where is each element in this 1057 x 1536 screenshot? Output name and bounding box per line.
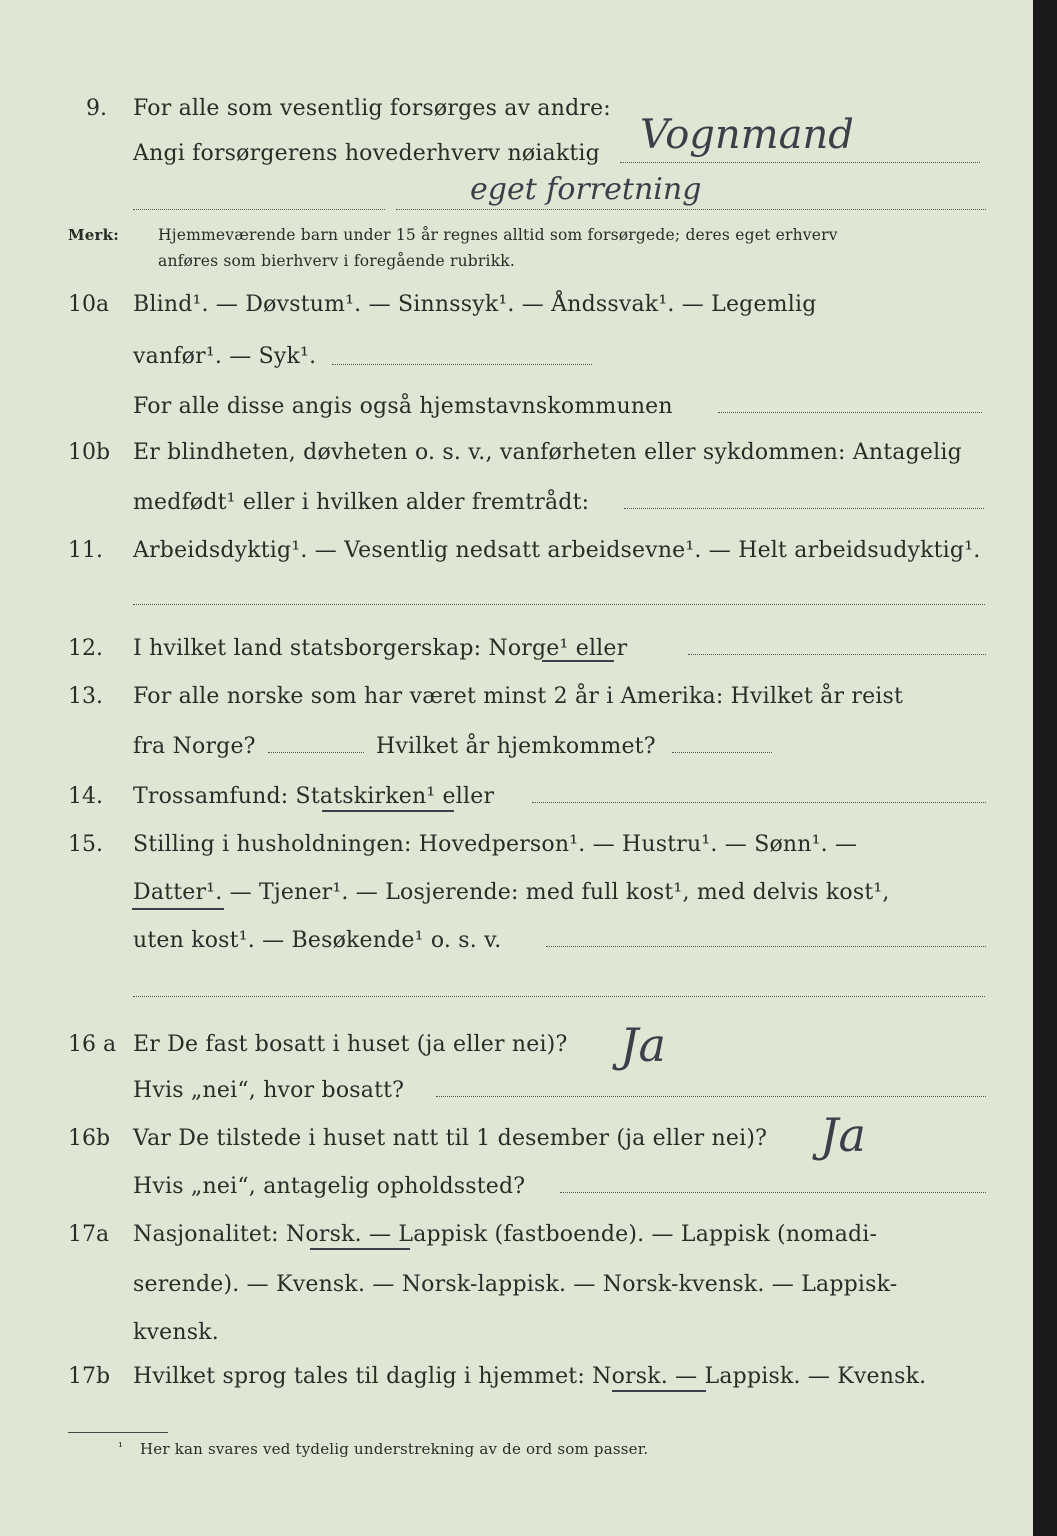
footnote-mark: ¹ [118,1440,124,1454]
q17a-number: 17a [68,1222,110,1247]
q14-number: 14. [68,784,103,809]
q13-number: 13. [68,684,103,709]
q16b-line2: Hvis „nei“, antagelig opholdssted? [133,1174,526,1199]
q13-hjemkommet-line [672,752,772,753]
q17b-line1: Hvilket sprog tales til daglig i hjemmet: Norsk. — Lappisk. — Kvensk. [133,1364,927,1389]
q17a-norsk-underline [310,1248,410,1250]
q17a-line1: Nasjonalitet: Norsk. — Lappisk (fastboende). — Lappisk (nomadi- [133,1222,878,1247]
q12-line1: I hvilket land statsborgerskap: Norge¹ eller [133,636,628,661]
q15-datter-underline [132,908,224,910]
q10a-line1: Blind¹. — Døvstum¹. — Sinnssyk¹. — Åndssvak¹. — Legemlig [133,292,817,317]
merk-line2: anføres som bierhverv i foregående rubrikk. [158,252,516,270]
q15-line1: Stilling i husholdningen: Hovedperson¹. — Hustru¹. — Sønn¹. — [133,832,858,857]
q13-reist-line [268,752,364,753]
merk-line1: Hjemmeværende barn under 15 år regnes alltid som forsørgede; deres eget erhverv [158,226,838,244]
merk-label: Merk: [68,226,119,244]
q15-number: 15. [68,832,103,857]
q16a-answer-line [436,1096,986,1097]
q10a-number: 10a [68,292,110,317]
q12-norge-underline [542,660,614,662]
q14-line1: Trossamfund: Statskirken¹ eller [133,784,495,809]
q14-answer-line [532,802,986,803]
q10b-line1: Er blindheten, døvheten o. s. v., vanførheten eller sykdommen: Antagelig [133,440,962,465]
q9-answer-line [620,162,980,163]
q17b-norsk-underline [612,1390,706,1392]
q11-number: 11. [68,538,103,563]
q15-line2: Datter¹. — Tjener¹. — Losjerende: med full kost¹, med delvis kost¹, [133,880,890,905]
q16a-number: 16 a [68,1032,117,1057]
q13-line2: fra Norge? [133,734,256,759]
q10a-line2: vanfør¹. — Syk¹. [133,344,317,369]
q15-line3: uten kost¹. — Besøkende¹ o. s. v. [133,928,502,953]
q17b-number: 17b [68,1364,111,1389]
q11-answer-line [133,604,985,605]
q9-number: 9. [86,96,107,121]
q13-line1: For alle norske som har været minst 2 år i Amerika: Hvilket år reist [133,684,904,709]
q9-line1: For alle som vesentlig forsørges av andre: [133,96,611,121]
q12-answer-line [688,654,986,655]
q16a-handwritten-answer: Ja [620,1018,666,1072]
q10a-line3: For alle disse angis også hjemstavnskommunen [133,394,673,419]
q16a-line2: Hvis „nei“, hvor bosatt? [133,1078,405,1103]
q16b-handwritten-answer: Ja [820,1108,866,1162]
q10a-syk-line [332,364,592,365]
q10a-kommune-line [718,412,982,413]
footnote-rule [68,1432,168,1433]
q9-handwritten-occupation: Vognmand [640,112,854,158]
q12-number: 12. [68,636,103,661]
q14-statskirken-underline [322,810,454,812]
q9-answer-line2a [133,209,385,210]
q9-line2: Angi forsørgerens hovederhverv nøiaktig [133,141,600,166]
q10b-line2: medfødt¹ eller i hvilken alder fremtrådt: [133,490,590,515]
q11-line1: Arbeidsdyktig¹. — Vesentlig nedsatt arbeidsevne¹. — Helt arbeidsudyktig¹. [133,538,981,563]
q17a-line2: serende). — Kvensk. — Norsk-lappisk. — Norsk-kvensk. — Lappisk- [133,1272,898,1297]
q15-answer-line2 [133,996,985,997]
q16b-number: 16b [68,1126,111,1151]
q16b-line1: Var De tilstede i huset natt til 1 desember (ja eller nei)? [133,1126,768,1151]
q10b-answer-line [624,508,984,509]
q16a-line1: Er De fast bosatt i huset (ja eller nei)? [133,1032,568,1057]
q13-line2b: Hvilket år hjemkommet? [376,734,656,759]
q10b-number: 10b [68,440,111,465]
q17a-line3: kvensk. [133,1320,219,1345]
q16b-answer-line [560,1192,986,1193]
footnote-text: Her kan svares ved tydelig understrekning av de ord som passer. [140,1440,649,1458]
q15-answer-line [546,946,986,947]
q9-answer-line2b [396,209,986,210]
q9-handwritten-detail: eget forretning [470,172,702,207]
